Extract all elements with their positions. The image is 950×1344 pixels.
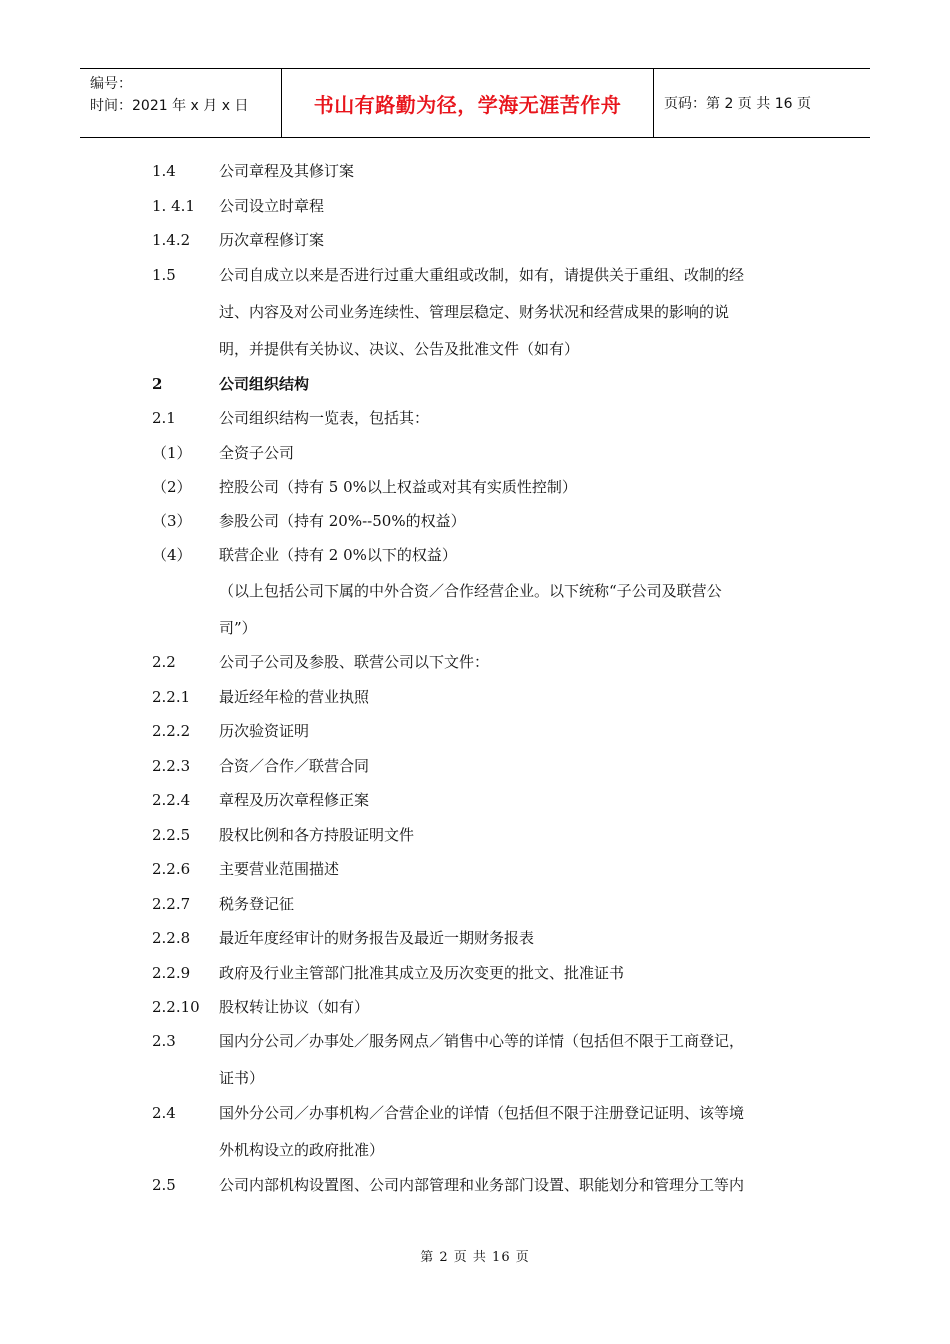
section-number: 2.2 [152, 653, 176, 671]
section-text: 股权比例和各方持股证明文件 [219, 826, 415, 844]
section-text: 最近经年检的营业执照 [219, 688, 370, 706]
section-text: （以上包括公司下属的中外合资／合作经营企业。以下统称“子公司及联营公 [219, 582, 722, 600]
section-text: 司”） [219, 619, 257, 637]
section-text: 全资子公司 [219, 444, 295, 462]
section-text: 主要营业范围描述 [219, 860, 340, 878]
section-number: 1.4 [152, 162, 176, 180]
section-number: 2.2.5 [152, 826, 191, 844]
page-footer: 第 2 页 共 16 页 [420, 1250, 530, 1265]
header-meta [80, 69, 282, 137]
section-number: 2.2.3 [152, 757, 191, 775]
document-number-label: 编号： [90, 76, 132, 92]
section-text: 公司子公司及参股、联营公司以下文件： [219, 653, 490, 671]
section-number: 2.2.6 [152, 860, 191, 878]
section-text: 历次章程修订案 [219, 231, 325, 249]
section-number: （4） [152, 546, 192, 564]
section-text: 章程及历次章程修正案 [219, 791, 370, 809]
section-text: 合资／合作／联营合同 [219, 757, 370, 775]
header-slogan: 书山有路勤为径，学海无涯苦作舟 [282, 69, 654, 137]
section-number: 2.2.4 [152, 791, 191, 809]
section-number: 2.2.7 [152, 895, 191, 913]
section-number: （3） [152, 512, 192, 530]
section-text: 公司设立时章程 [219, 197, 325, 215]
section-number: 2.2.8 [152, 929, 191, 947]
section-text: 公司章程及其修订案 [219, 162, 355, 180]
section-number: （2） [152, 478, 192, 496]
section-text: 外机构设立的政府批准） [219, 1141, 385, 1159]
section-number: 2.2.10 [152, 998, 200, 1016]
section-heading: 公司组织结构 [219, 375, 310, 393]
section-number: 2.1 [152, 409, 176, 427]
section-number: 2.3 [152, 1032, 176, 1050]
section-text: 历次验资证明 [219, 722, 310, 740]
section-text: 过、内容及对公司业务连续性、管理层稳定、财务状况和经营成果的影响的说 [219, 303, 730, 321]
section-text: 国内分公司／办事处／服务网点／销售中心等的详情（包括但不限于工商登记， [219, 1032, 745, 1050]
section-number: （1） [152, 444, 192, 462]
section-text: 明，并提供有关协议、决议、公告及批准文件（如有） [219, 340, 580, 358]
section-text: 参股公司（持有 20%--50%的权益） [219, 512, 466, 530]
section-text: 股权转让协议（如有） [219, 998, 370, 1016]
section-number: 2.4 [152, 1104, 176, 1122]
section-text: 最近年度经审计的财务报告及最近一期财务报表 [219, 929, 535, 947]
section-number: 1.5 [152, 266, 176, 284]
section-number: 2.5 [152, 1176, 176, 1194]
section-number: 1. 4.1 [152, 197, 195, 215]
page-header [80, 68, 870, 138]
section-number: 1.4.2 [152, 231, 191, 249]
section-text: 政府及行业主管部门批准其成立及历次变更的批文、批准证书 [219, 964, 625, 982]
section-text: 公司自成立以来是否进行过重大重组或改制，如有，请提供关于重组、改制的经 [219, 266, 745, 284]
section-text: 公司内部机构设置图、公司内部管理和业务部门设置、职能划分和管理分工等内 [219, 1176, 745, 1194]
section-text: 国外分公司／办事机构／合营企业的详情（包括但不限于注册登记证明、该等境 [219, 1104, 745, 1122]
section-text: 证书） [219, 1069, 265, 1087]
section-text: 公司组织结构一览表，包括其： [219, 409, 430, 427]
section-number: 2 [152, 375, 163, 393]
section-text: 联营企业（持有 2 0%以下的权益） [219, 546, 457, 564]
section-number: 2.2.2 [152, 722, 191, 740]
section-number: 2.2.9 [152, 964, 191, 982]
section-text: 控股公司（持有 5 0%以上权益或对其有实质性控制） [219, 478, 577, 496]
section-text: 税务登记征 [219, 895, 295, 913]
document-time-label: 时间：2021 年 x 月 x 日 [90, 98, 249, 114]
header-page-info: 页码：第 2 页 共 16 页 [664, 96, 811, 112]
section-number: 2.2.1 [152, 688, 191, 706]
